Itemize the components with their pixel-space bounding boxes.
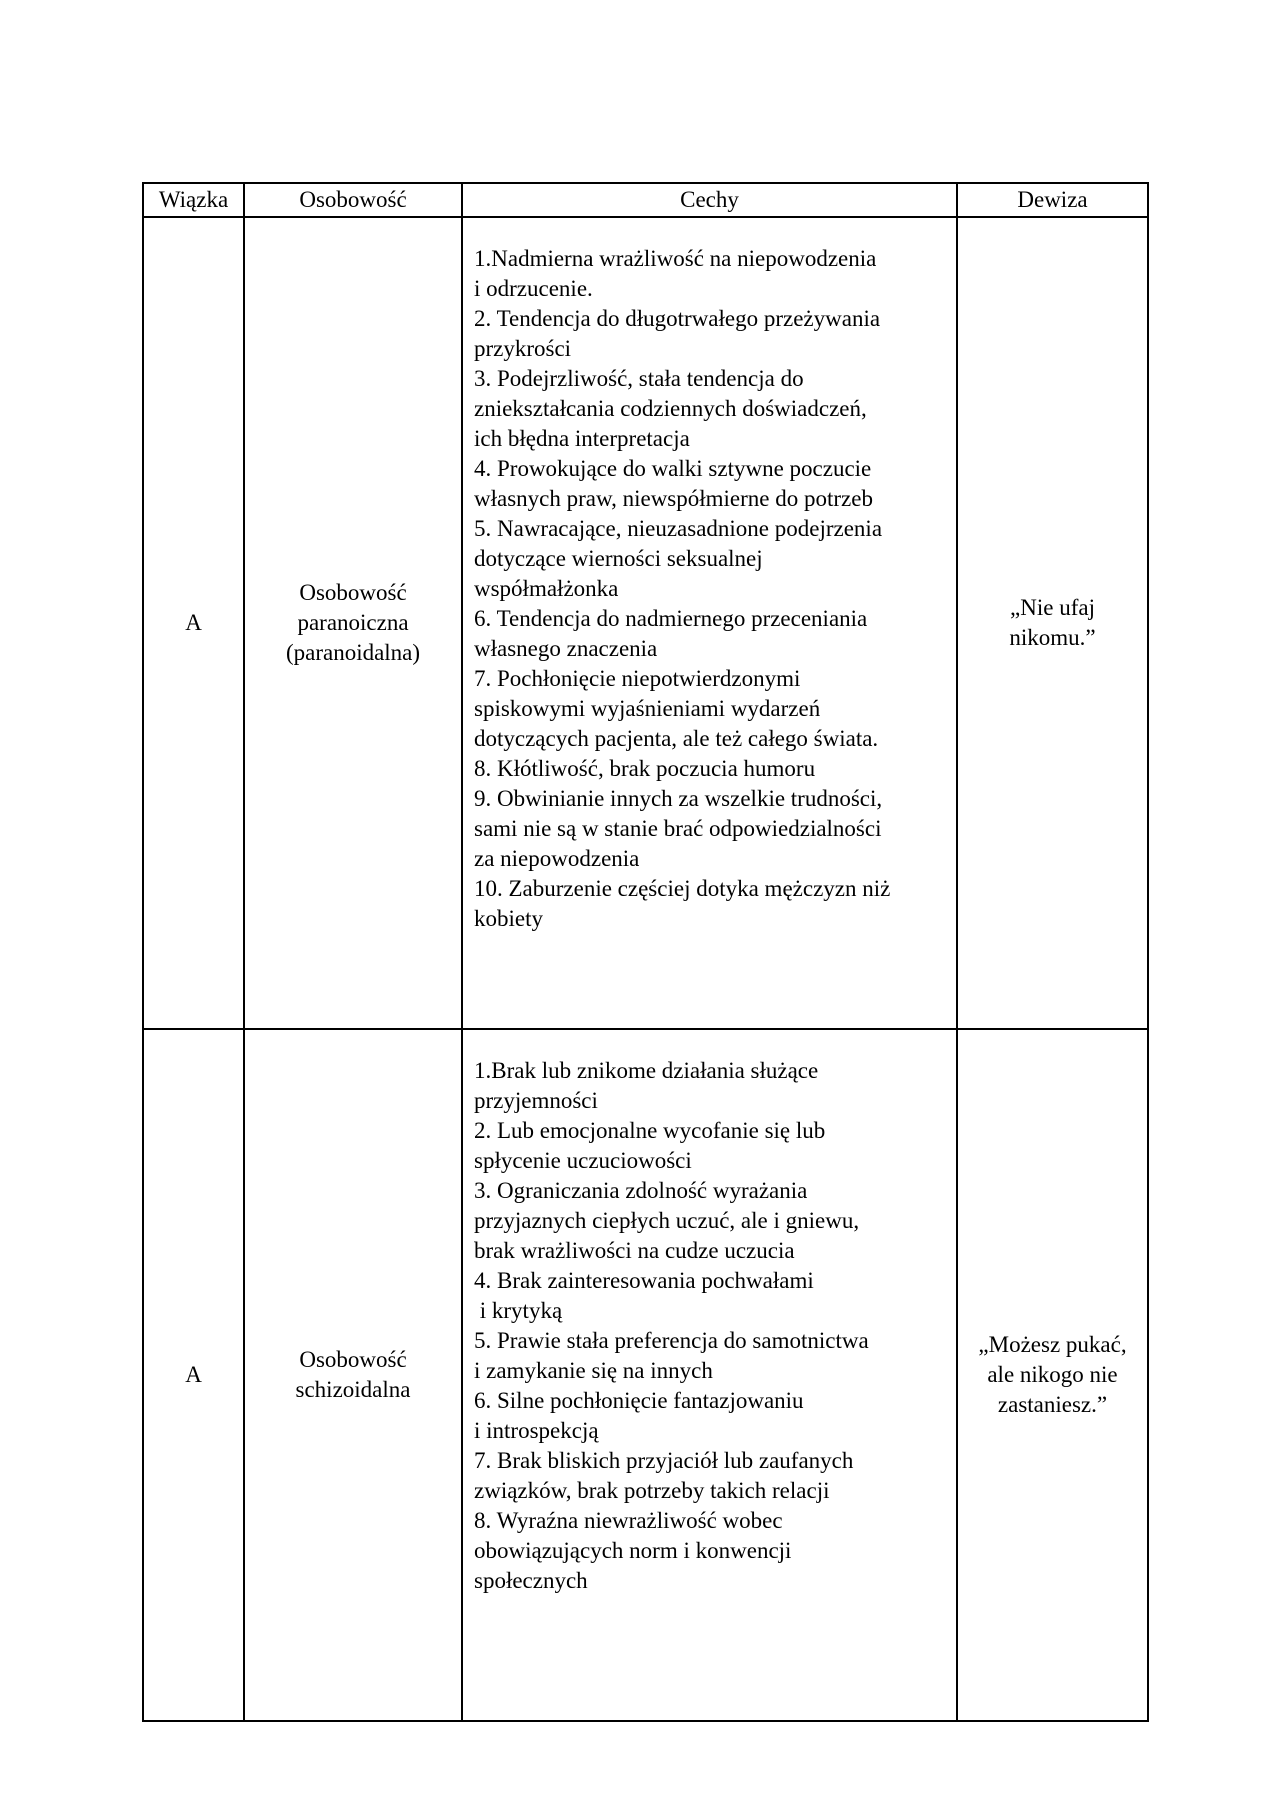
motto-cell xyxy=(957,217,1148,1029)
trait-line: kobiety xyxy=(474,906,543,931)
header-motto: Dewiza xyxy=(957,183,1148,217)
trait-line: 2. Lub emocjonalne wycofanie się lub xyxy=(474,1118,826,1143)
trait-line: obowiązujących norm i konwencji xyxy=(474,1538,792,1563)
header-row xyxy=(143,183,1148,217)
cluster-cell: A xyxy=(143,1029,244,1721)
trait-line: 1.Brak lub znikome działania służące xyxy=(474,1058,819,1083)
trait-line: 4. Prowokujące do walki sztywne poczucie xyxy=(474,456,872,481)
trait-line: ich błędna interpretacja xyxy=(474,426,690,451)
trait-line: 8. Wyraźna niewrażliwość wobec xyxy=(474,1508,783,1533)
trait-line: związków, brak potrzeby takich relacji xyxy=(474,1478,830,1503)
trait-line: 8. Kłótliwość, brak poczucia humoru xyxy=(474,756,816,781)
motto-line: nikomu.” xyxy=(1009,625,1096,650)
header-traits: Cechy xyxy=(462,183,957,217)
personality-type-cell xyxy=(244,1029,462,1721)
trait-line: przyjaznych ciepłych uczuć, ale i gniewu, xyxy=(474,1208,860,1233)
trait-line: 5. Prawie stała preferencja do samotnictwa xyxy=(474,1328,869,1353)
trait-line: spiskowymi wyjaśnieniami wydarzeń xyxy=(474,696,821,721)
trait-line: 6. Tendencja do nadmiernego przeceniania xyxy=(474,606,868,631)
trait-line: zniekształcania codziennych doświadczeń, xyxy=(474,396,867,421)
motto-line: „Możesz pukać, xyxy=(978,1332,1127,1357)
motto-line: zastaniesz.” xyxy=(997,1392,1108,1417)
personality-type-line: Osobowość xyxy=(299,580,407,605)
trait-line: 4. Brak zainteresowania pochwałami xyxy=(474,1268,814,1293)
trait-line: i krytyką xyxy=(474,1298,563,1323)
personality-type-line: schizoidalna xyxy=(295,1377,411,1402)
table-row xyxy=(143,217,1148,1029)
trait-line: 7. Pochłonięcie niepotwierdzonymi xyxy=(474,666,801,691)
personality-table xyxy=(142,182,1149,1722)
trait-line: sami nie są w stanie brać odpowiedzialności xyxy=(474,816,882,841)
trait-line: 3. Podejrzliwość, stała tendencja do xyxy=(474,366,804,391)
trait-line: spłycenie uczuciowości xyxy=(474,1148,692,1173)
trait-line: i introspekcją xyxy=(474,1418,599,1443)
trait-line: społecznych xyxy=(474,1568,588,1593)
trait-line: 5. Nawracające, nieuzasadnione podejrzenia xyxy=(474,516,883,541)
trait-line: własnych praw, niewspółmierne do potrzeb xyxy=(474,486,873,511)
header-cluster: Wiązka xyxy=(143,183,244,217)
trait-line: przyjemności xyxy=(474,1088,598,1113)
trait-line: przykrości xyxy=(474,336,572,361)
trait-line: 1.Nadmierna wrażliwość na niepowodzenia xyxy=(474,246,877,271)
trait-line: dotyczące wierności seksualnej xyxy=(474,546,763,571)
trait-line: i odrzucenie. xyxy=(474,276,593,301)
trait-line: współmałżonka xyxy=(474,576,619,601)
motto-cell xyxy=(957,1029,1148,1721)
motto-line: „Nie ufaj xyxy=(1010,595,1095,620)
trait-line: 9. Obwinianie innych za wszelkie trudności, xyxy=(474,786,883,811)
trait-line: 2. Tendencja do długotrwałego przeżywania xyxy=(474,306,881,331)
traits-cell xyxy=(462,217,957,1029)
trait-line: dotyczących pacjenta, ale też całego świata. xyxy=(474,726,879,751)
cluster-cell: A xyxy=(143,217,244,1029)
trait-line: brak wrażliwości na cudze uczucia xyxy=(474,1238,795,1263)
trait-line: własnego znaczenia xyxy=(474,636,658,661)
trait-line: i zamykanie się na innych xyxy=(474,1358,713,1383)
trait-line: 10. Zaburzenie częściej dotyka mężczyzn niż xyxy=(474,876,891,901)
traits-cell xyxy=(462,1029,957,1721)
header-personality: Osobowość xyxy=(244,183,462,217)
trait-line: 3. Ograniczania zdolność wyrażania xyxy=(474,1178,808,1203)
trait-line: za niepowodzenia xyxy=(474,846,640,871)
table-row xyxy=(143,1029,1148,1721)
motto-line: ale nikogo nie xyxy=(987,1362,1118,1387)
trait-line: 7. Brak bliskich przyjaciół lub zaufanych xyxy=(474,1448,854,1473)
personality-type-cell xyxy=(244,217,462,1029)
personality-type-line: (paranoidalna) xyxy=(285,640,421,665)
trait-line: 6. Silne pochłonięcie fantazjowaniu xyxy=(474,1388,804,1413)
personality-type-line: Osobowość xyxy=(299,1347,407,1372)
personality-type-line: paranoiczna xyxy=(297,610,409,635)
